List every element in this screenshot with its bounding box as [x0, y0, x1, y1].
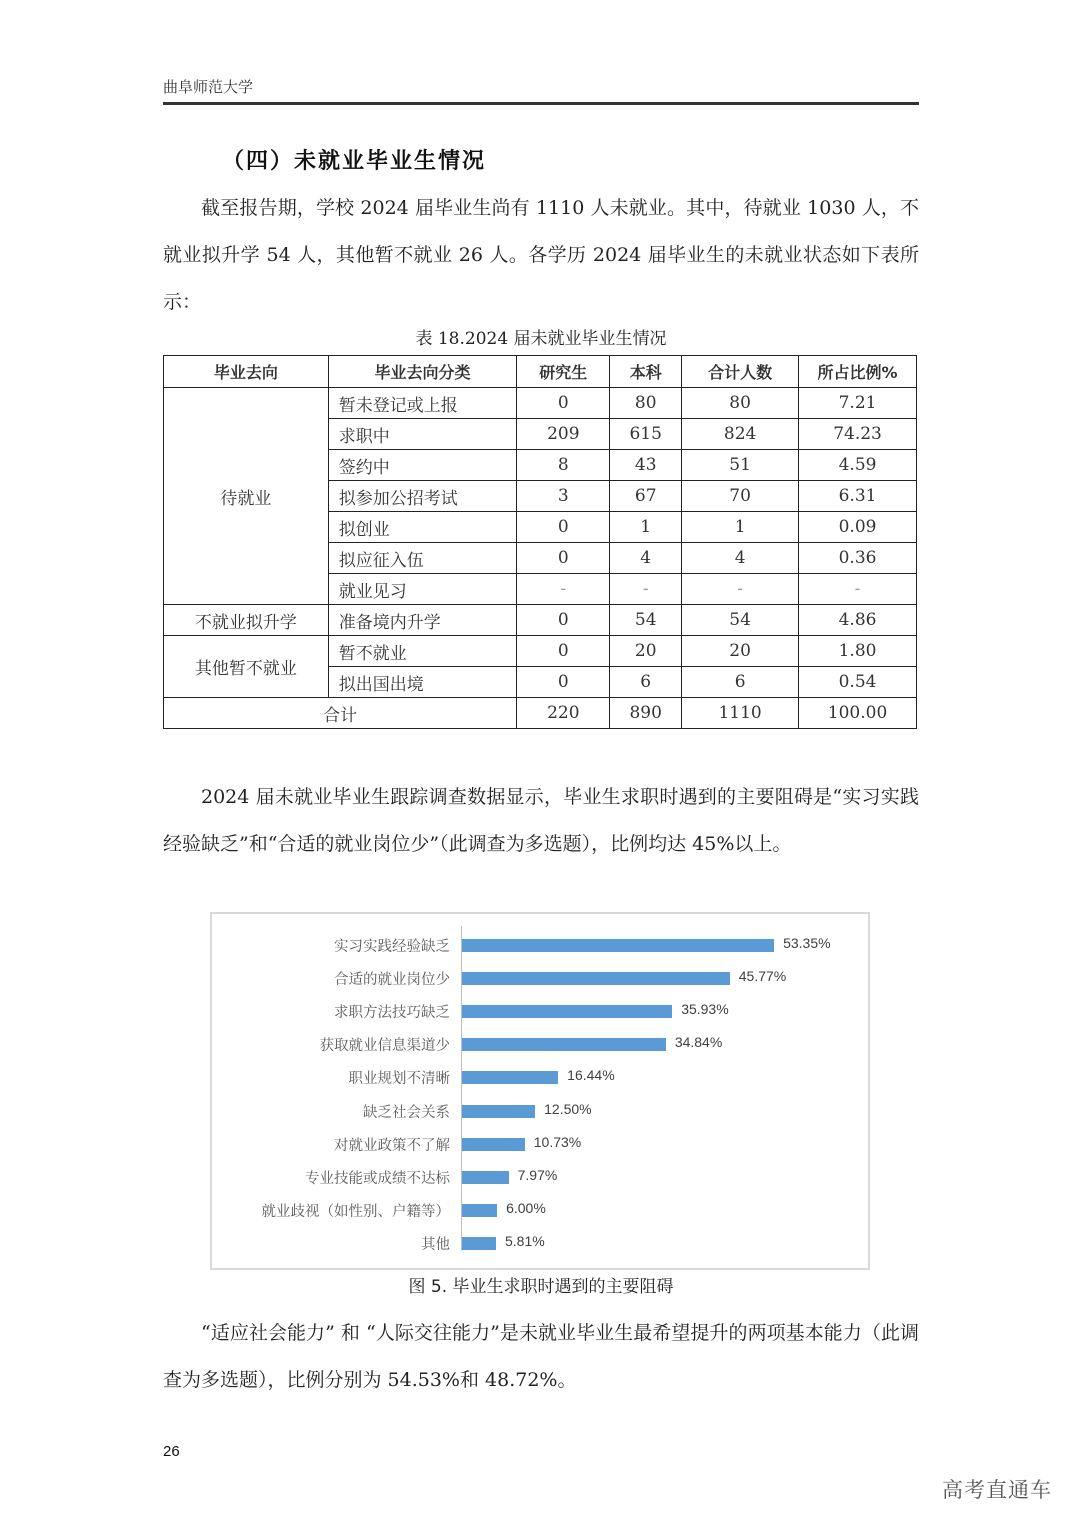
bar-category-label: 缺乏社会关系	[363, 1104, 450, 1121]
bar	[462, 1071, 558, 1084]
percent-cell: 0.36	[799, 543, 917, 574]
category-cell: 签约中	[328, 450, 517, 481]
percent-cell: 0.09	[799, 512, 917, 543]
undergrad-cell: 6	[610, 667, 682, 698]
bar	[462, 1204, 497, 1217]
chart-bar-row	[212, 1060, 868, 1093]
graduate-cell: 0	[517, 512, 610, 543]
table-row	[164, 605, 917, 636]
percent-cell: -	[799, 574, 917, 605]
paragraph-text: 截至报告期，学校 2024 届毕业生尚有 1110 人未就业。其中，待就业 1030 人，不就业拟升学 54 人，其他暂不就业 26 人。各学历 2024 届毕业生的未就业状态如下表所示：	[163, 197, 919, 313]
percent-cell: 74.23	[799, 419, 917, 450]
chart-bar-row	[212, 1226, 868, 1259]
bar	[462, 1171, 509, 1184]
bar-category-label: 职业规划不清晰	[348, 1071, 450, 1088]
undergrad-cell: 1	[610, 512, 682, 543]
table-row	[164, 636, 917, 667]
bar-category-label: 求职方法技巧缺乏	[334, 1005, 450, 1022]
table-caption: 表 18.2024 届未就业毕业生情况	[415, 329, 667, 349]
chart-bar-row	[212, 1127, 868, 1160]
category-cell: 拟创业	[328, 512, 517, 543]
percent-cell: 4.59	[799, 450, 917, 481]
group-cell: 其他暂不就业	[164, 636, 329, 698]
total-row	[164, 698, 917, 729]
category-cell: 拟出国出境	[328, 667, 517, 698]
paragraph-text: “适应社会能力” 和 “人际交往能力”是未就业毕业生最希望提升的两项基本能力（此调查为多选题），比例分别为 54.53%和 48.72%。	[163, 1322, 919, 1391]
bar	[462, 1038, 666, 1051]
total-cell: 51	[682, 450, 799, 481]
category-cell: 暂未登记或上报	[328, 388, 517, 419]
total-cell: 80	[682, 388, 799, 419]
bar-category-label: 合适的就业岗位少	[334, 972, 450, 989]
chart-bar-row	[212, 1193, 868, 1226]
column-header: 所占比例%	[799, 356, 917, 388]
category-cell: 拟参加公招考试	[328, 481, 517, 512]
chart-bar-row	[212, 928, 868, 961]
section-title: （四）未就业毕业生情况	[222, 148, 487, 174]
percent-cell: 1.80	[799, 636, 917, 667]
bar	[462, 939, 774, 952]
bar	[462, 1005, 672, 1018]
total-cell: 6	[682, 667, 799, 698]
undergrad-cell: 43	[610, 450, 682, 481]
bar-value-label: 10.73%	[533, 1133, 582, 1150]
bar-category-label: 对就业政策不了解	[334, 1137, 450, 1154]
column-header: 研究生	[517, 356, 610, 388]
bar-value-label: 12.50%	[544, 1100, 592, 1117]
total-cell: 70	[682, 481, 799, 512]
percent-cell: 100.00	[799, 698, 917, 729]
percent-cell: 7.21	[799, 388, 917, 419]
bar-category-label: 就业歧视（如性别、户籍等）	[261, 1203, 450, 1220]
page-number: 26	[163, 1443, 180, 1460]
total-cell: 1	[682, 512, 799, 543]
bar-value-label: 6.00%	[506, 1199, 546, 1216]
total-cell: 1110	[682, 698, 799, 729]
category-cell: 准备境内升学	[328, 605, 517, 636]
paragraph-abilities	[163, 1310, 919, 1404]
bar-category-label: 其他	[421, 1236, 450, 1253]
bar-value-label: 35.93%	[681, 1001, 729, 1018]
bar-category-label: 获取就业信息渠道少	[319, 1038, 450, 1055]
chart-bar-row	[212, 994, 868, 1027]
graduate-cell: 8	[517, 450, 610, 481]
graduate-cell: 209	[517, 419, 610, 450]
table-row	[164, 388, 917, 419]
bar-category-label: 实习实践经验缺乏	[334, 939, 450, 955]
category-cell: 拟应征入伍	[328, 543, 517, 574]
university-name: 曲阜师范大学	[163, 78, 254, 96]
graduate-cell: 0	[517, 636, 610, 667]
chart-bar-row	[212, 1094, 868, 1127]
bar-value-label: 45.77%	[738, 968, 787, 985]
column-header: 本科	[610, 356, 682, 388]
bar-value-label: 53.35%	[783, 935, 831, 951]
chart-bar-row	[212, 1027, 868, 1060]
undergrad-cell: 54	[610, 605, 682, 636]
group-cell: 待就业	[164, 388, 329, 605]
obstacles-bar-chart	[210, 912, 870, 1270]
undergrad-cell: 4	[610, 543, 682, 574]
graduate-cell: 220	[517, 698, 610, 729]
percent-cell: 6.31	[799, 481, 917, 512]
figure-caption: 图 5. 毕业生求职时遇到的主要阻碍	[408, 1277, 674, 1297]
undergrad-cell: 615	[610, 419, 682, 450]
graduate-cell: 3	[517, 481, 610, 512]
percent-cell: 4.86	[799, 605, 917, 636]
undergrad-cell: 890	[610, 698, 682, 729]
bar-category-label: 专业技能或成绩不达标	[305, 1170, 450, 1187]
paragraph-survey	[163, 774, 919, 868]
percent-cell: 0.54	[799, 667, 917, 698]
undergrad-cell: 67	[610, 481, 682, 512]
category-cell: 暂不就业	[328, 636, 517, 667]
bar-value-label: 16.44%	[567, 1067, 615, 1084]
total-cell: 824	[682, 419, 799, 450]
table-header-row	[164, 356, 917, 388]
bar-value-label: 7.97%	[517, 1166, 558, 1183]
watermark: 高考直通车	[942, 1478, 1052, 1502]
column-header: 毕业去向分类	[328, 356, 517, 388]
graduate-cell: -	[517, 574, 610, 605]
page-header	[163, 76, 919, 105]
total-cell: 4	[682, 543, 799, 574]
bar-value-label: 34.84%	[674, 1034, 723, 1051]
total-cell: 54	[682, 605, 799, 636]
total-label: 合计	[164, 698, 517, 729]
chart-bar-row	[212, 1160, 868, 1193]
graduate-cell: 0	[517, 388, 610, 419]
graduate-cell: 0	[517, 667, 610, 698]
total-cell: 20	[682, 636, 799, 667]
undergrad-cell: 80	[610, 388, 682, 419]
bar-value-label: 5.81%	[504, 1232, 545, 1249]
bar	[462, 1138, 525, 1151]
bar	[462, 1237, 496, 1250]
graduate-cell: 0	[517, 543, 610, 574]
unemployed-graduates-table	[163, 355, 917, 729]
undergrad-cell: 20	[610, 636, 682, 667]
total-cell: -	[682, 574, 799, 605]
chart-bar-row	[212, 961, 868, 994]
group-cell: 不就业拟升学	[164, 605, 329, 636]
column-header: 合计人数	[682, 356, 799, 388]
paragraph-text: 2024 届未就业毕业生跟踪调查数据显示，毕业生求职时遇到的主要阻碍是“实习实践经验缺乏”和“合适的就业岗位少”（此调查为多选题），比例均达 45%以上。	[163, 786, 919, 855]
category-cell: 就业见习	[328, 574, 517, 605]
undergrad-cell: -	[610, 574, 682, 605]
bar	[462, 972, 730, 985]
paragraph-intro	[163, 185, 919, 326]
category-cell: 求职中	[328, 419, 517, 450]
graduate-cell: 0	[517, 605, 610, 636]
bar	[462, 1105, 535, 1118]
column-header: 毕业去向	[164, 356, 329, 388]
